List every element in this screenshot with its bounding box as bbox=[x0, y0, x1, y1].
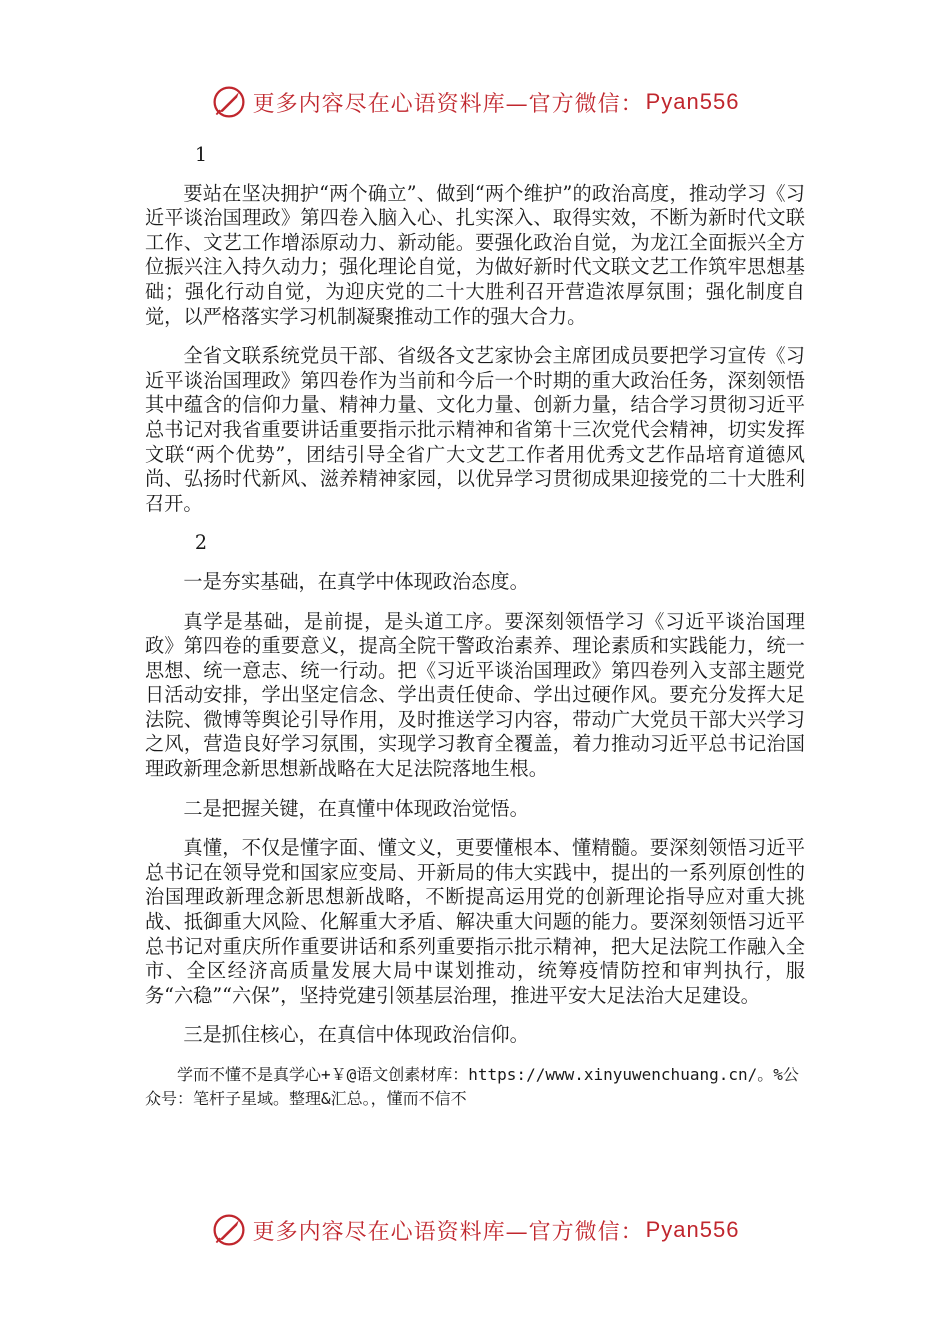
header-banner-text: 更多内容尽在心语资料库—官方微信： bbox=[252, 91, 644, 117]
header-banner-wechat-id: Pyan556 bbox=[645, 89, 740, 114]
watermark-paragraph: 学而不懂不是真学心+￥@语文创素材库：https://www.xinyuwenchuang.cn/。%公众号：笔杆子星域。整理&汇总。，懂而不信不 bbox=[145, 1065, 799, 1108]
body-paragraph: 全省文联系统党员干部、省级各文艺家协会主席团成员要把学习宣传《习近平谈治国理政》第四卷作为当前和今后一个时期的重大政治任务，深刻领悟其中蕴含的信仰力量、精神力量、文化力量、创新力量，结合学习贯彻习近平总书记对我省重要讲话重要指示批示精神和省第十三次党代会精神，切实发挥文联“两个优势”，团结引导全省广大文艺工作者用优秀文艺作品培育道德风尚、弘扬时代新风、滋养精神家园，以优异学习贯彻成果迎接党的二十大胜利召开。 bbox=[145, 344, 805, 515]
subheading-paragraph: 三是抓住核心，在真信中体现政治信仰。 bbox=[183, 1023, 529, 1047]
section-number: 1 bbox=[194, 143, 208, 166]
subheading-paragraph: 一是夯实基础，在真学中体现政治态度。 bbox=[183, 569, 529, 593]
pen-logo-icon bbox=[211, 84, 247, 120]
section-number: 2 bbox=[194, 531, 208, 555]
body-paragraph: 要站在坚决拥护“两个确立”、做到“两个维护”的政治高度，推动学习《习近平谈治国理政》第四卷入脑入心、扎实深入、取得实效，不断为新时代文联工作、文艺工作增添原动力、新动能。要强化政治自觉，为龙江全面振兴全方位振兴注入持久动力；强化理论自觉，为做好新时代文联文艺工作筑牢思想基础；强化行动自觉，为迎庆党的二十大胜利召开营造浓厚氛围；强化制度自觉，以严格落实学习机制凝聚推动工作的强大合力。 bbox=[145, 181, 805, 328]
header-watermark-banner bbox=[0, 82, 950, 122]
subheading-paragraph: 二是把握关键，在真懂中体现政治觉悟。 bbox=[183, 796, 529, 820]
document-body bbox=[145, 143, 805, 1126]
body-paragraph: 真懂，不仅是懂字面、懂文义，更要懂根本、懂精髓。要深刻领悟习近平总书记在领导党和国家应变局、开新局的伟大实践中，提出的一系列原创性的治国理政新理念新思想新战略，不断提高运用党的创新理论指导应对重大挑战、抵御重大风险、化解重大矛盾、解决重大问题的能力。要深刻领悟习近平总书记对重庆所作重要讲话和系列重要指示批示精神，把大足法院工作融入全市、全区经济高质量发展大局中谋划推动，统筹疫情防控和审判执行，服务“六稳”“六保”，坚持党建引领基层治理，推进平安大足法治大足建设。 bbox=[145, 836, 805, 1007]
footer-watermark-banner bbox=[0, 1210, 950, 1250]
footer-banner-text: 更多内容尽在心语资料库—官方微信： bbox=[252, 1219, 644, 1245]
pen-logo-icon bbox=[211, 1212, 247, 1248]
footer-banner-wechat-id: Pyan556 bbox=[645, 1217, 740, 1242]
body-paragraph: 真学是基础，是前提，是头道工序。要深刻领悟学习《习近平谈治国理政》第四卷的重要意义，提高全院干警政治素养、理论素质和实践能力，统一思想、统一意志、统一行动。把《习近平谈治国理政》第四卷列入支部主题党日活动安排，学出坚定信念、学出责任使命、学出过硬作风。要充分发挥大足法院、微博等舆论引导作用，及时推送学习内容，带动广大党员干部大兴学习之风，营造良好学习氛围，实现学习教育全覆盖，着力推动习近平总书记治国理政新理念新思想新战略在大足法院落地生根。 bbox=[145, 609, 805, 781]
